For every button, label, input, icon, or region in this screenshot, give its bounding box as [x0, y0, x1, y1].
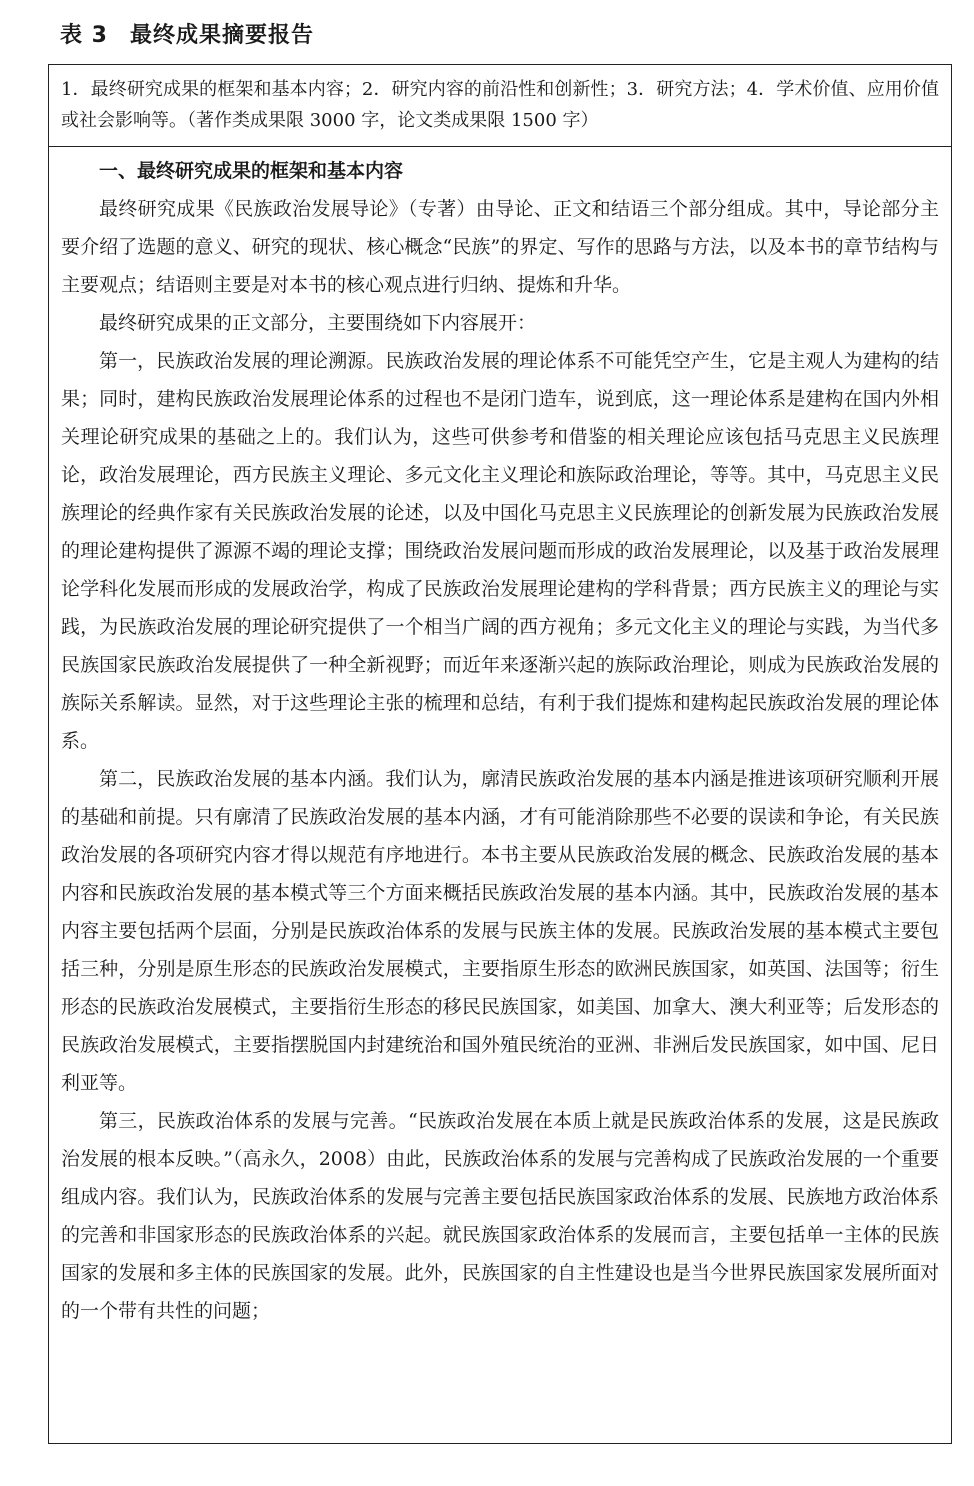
table-label: 表 3	[60, 23, 108, 48]
section-heading: 一、最终研究成果的框架和基本内容	[99, 160, 404, 182]
paragraph: 第二，民族政治发展的基本内涵。我们认为，廓清民族政治发展的基本内涵是推进该项研究顺利开展的基础和前提。只有廓清了民族政治发展的基本内涵，才有可能消除那些不必要的误读和争论，有关民族政治发展的各项研究内容才得以规范有序地进行。本书主要从民族政治发展的概念、民族政治发展的基本内容和民族政治发展的基本模式等三个方面来概括民族政治发展的基本内涵。其中，民族政治发展的基本内容主要包括两个层面，分别是民族政治体系的发展与民族主体的发展。民族政治发展的基本模式主要包括三种，分别是原生形态的民族政治发展模式，主要指原生形态的欧洲民族国家，如英国、法国等；衍生形态的民族政治发展模式，主要指衍生形态的移民民族国家，如美国、加拿大、澳大利亚等；后发形态的民族政治发展模式，主要指摆脱国内封建统治和国外殖民统治的亚洲、非洲后发民族国家，如中国、尼日利亚等。	[61, 768, 939, 1094]
report-table	[48, 64, 952, 1444]
content-cell	[49, 147, 951, 1443]
instructions-cell: 1．最终研究成果的框架和基本内容；2．研究内容的前沿性和创新性；3．研究方法；4．学术价值、应用价值或社会影响等。（著作类成果限 3000 字，论文类成果限 1500 字）	[49, 65, 951, 147]
page-title	[60, 18, 314, 49]
paragraph: 最终研究成果的正文部分，主要围绕如下内容展开：	[99, 312, 537, 334]
paragraph: 第一，民族政治发展的理论溯源。民族政治发展的理论体系不可能凭空产生，它是主观人为建构的结果；同时，建构民族政治发展理论体系的过程也不是闭门造车，说到底，这一理论体系是建构在国内外相关理论研究成果的基础之上的。我们认为，这些可供参考和借鉴的相关理论应该包括马克思主义民族理论，政治发展理论，西方民族主义理论、多元文化主义理论和族际政治理论，等等。其中，马克思主义民族理论的经典作家有关民族政治发展的论述，以及中国化马克思主义民族理论的创新发展为民族政治发展的理论建构提供了源源不竭的理论支撑；围绕政治发展问题而形成的政治发展理论，以及基于政治发展理论学科化发展而形成的发展政治学，构成了民族政治发展理论建构的学科背景；西方民族主义的理论与实践，为民族政治发展的理论研究提供了一个相当广阔的西方视角；多元文化主义的理论与实践，为当代多民族国家民族政治发展提供了一种全新视野；而近年来逐渐兴起的族际政治理论，则成为民族政治发展的族际关系解读。显然，对于这些理论主张的梳理和总结，有利于我们提炼和建构起民族政治发展的理论体系。	[61, 350, 939, 752]
table-title: 最终成果摘要报告	[129, 23, 314, 48]
paragraph: 最终研究成果《民族政治发展导论》（专著）由导论、正文和结语三个部分组成。其中，导论部分主要介绍了选题的意义、研究的现状、核心概念“民族”的界定、写作的思路与方法，以及本书的章节结构与主要观点；结语则主要是对本书的核心观点进行归纳、提炼和升华。	[61, 198, 939, 296]
paragraph: 第三，民族政治体系的发展与完善。“民族政治发展在本质上就是民族政治体系的发展，这是民族政治发展的根本反映。”（高永久，2008）由此，民族政治体系的发展与完善构成了民族政治发展的一个重要组成内容。我们认为，民族政治体系的发展与完善主要包括民族国家政治体系的发展、民族地方政治体系的完善和非国家形态的民族政治体系的兴起。就民族国家政治体系的发展而言，主要包括单一主体的民族国家的发展和多主体的民族国家的发展。此外，民族国家的自主性建设也是当今世界民族国家发展所面对的一个带有共性的问题；	[61, 1110, 939, 1322]
